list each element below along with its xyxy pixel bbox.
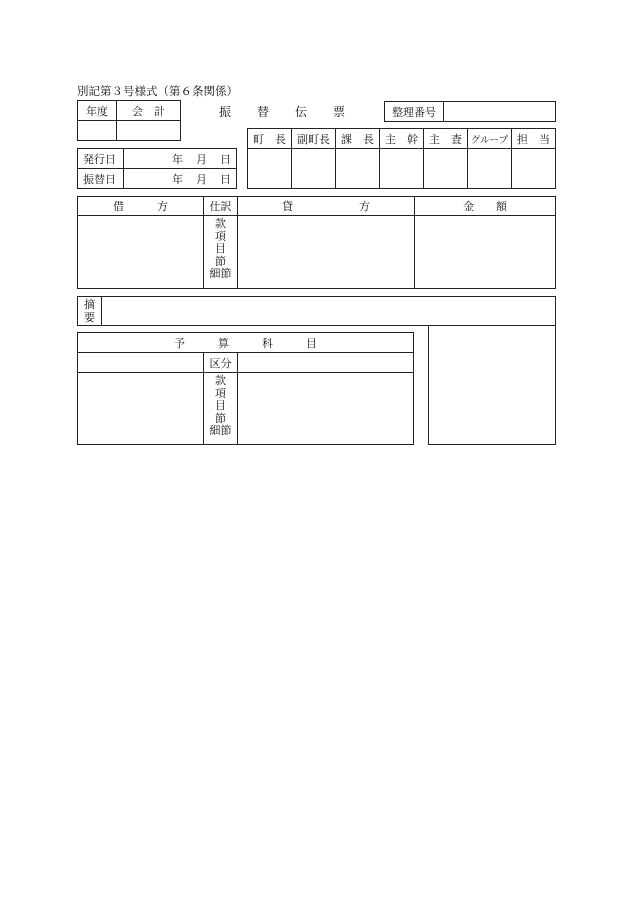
transfer-date-row <box>77 168 237 189</box>
approval-stamp-group[interactable] <box>467 148 512 189</box>
classification-kan: 款 <box>215 217 226 230</box>
budget-subject-field[interactable] <box>77 372 204 445</box>
division-label-cell <box>203 352 238 373</box>
classification-kou: 項 <box>215 229 226 243</box>
year-value-field[interactable] <box>77 120 117 141</box>
classification-setsu: 節 <box>215 254 226 268</box>
issue-date-label: 発行日 <box>83 153 116 166</box>
year-account-box <box>77 100 181 141</box>
budget-detail-field[interactable] <box>237 372 414 445</box>
month-unit: 月 <box>196 153 207 166</box>
classification-saisetsu: 細節 <box>209 424 232 437</box>
day-unit: 日 <box>220 153 231 166</box>
approval-stamp-chief[interactable] <box>379 148 424 189</box>
journal-header: 仕訳 <box>203 196 238 216</box>
debit-header: 借 方 <box>77 196 204 216</box>
summary-field[interactable] <box>101 296 556 326</box>
amount-header: 金 額 <box>414 196 556 216</box>
approval-header-group: グループ <box>467 128 512 149</box>
amount-field[interactable] <box>414 215 556 289</box>
classification-kan: 款 <box>215 374 226 387</box>
entry-table <box>77 196 556 289</box>
summary-row <box>77 296 556 326</box>
dates-box <box>77 148 237 189</box>
day-unit: 日 <box>220 173 231 186</box>
summary-label-cell <box>77 296 102 326</box>
approval-table <box>247 128 556 189</box>
approval-stamp-deputy-mayor[interactable] <box>291 148 336 189</box>
year-unit: 年 <box>172 173 183 186</box>
approval-header-section-chief: 課 長 <box>335 128 380 149</box>
approval-header-staff: 担 当 <box>511 128 556 149</box>
approval-header-mayor: 町 長 <box>247 128 292 149</box>
year-label: 年度 <box>86 104 108 118</box>
month-unit: 月 <box>196 173 207 186</box>
control-number-label-cell <box>384 101 444 122</box>
approval-header-deputy-mayor: 副町長 <box>291 128 336 149</box>
summary-label-char: 要 <box>84 310 95 324</box>
control-number-field[interactable] <box>443 101 556 122</box>
year-label-cell <box>77 100 117 121</box>
year-unit: 年 <box>172 153 183 166</box>
approval-stamp-section-chief[interactable] <box>335 148 380 189</box>
control-number-box <box>384 101 556 122</box>
approval-stamp-inspector[interactable] <box>423 148 468 189</box>
budget-division-value-right[interactable] <box>237 352 414 373</box>
approval-header-inspector: 主 査 <box>423 128 468 149</box>
form-title <box>219 103 345 117</box>
transfer-date-label: 振替日 <box>83 173 116 186</box>
classification-saisetsu: 細節 <box>209 267 232 280</box>
account-value-field[interactable] <box>116 120 181 141</box>
credit-field[interactable] <box>237 215 415 289</box>
classification-setsu: 節 <box>215 411 226 425</box>
control-number-label: 整理番号 <box>392 105 436 119</box>
budget-table <box>77 332 414 445</box>
approval-stamp-mayor[interactable] <box>247 148 292 189</box>
title-char: 替 <box>256 105 269 119</box>
budget-title: 予 算 科 目 <box>174 336 317 350</box>
classification-kou: 項 <box>215 386 226 400</box>
budget-division-value-left[interactable] <box>77 352 204 373</box>
division-label: 区分 <box>209 356 232 370</box>
remarks-box[interactable] <box>428 326 556 445</box>
title-char: 伝 <box>294 105 307 119</box>
form-note: 別記第３号様式（第６条関係） <box>77 84 238 98</box>
account-label-cell <box>116 100 181 121</box>
debit-field[interactable] <box>77 215 204 289</box>
budget-title-cell <box>77 332 414 353</box>
classification-moku: 目 <box>215 399 226 412</box>
approval-header-chief: 主 幹 <box>379 128 424 149</box>
credit-header: 貸 方 <box>237 196 415 216</box>
title-char: 振 <box>219 105 232 119</box>
budget-classification-cell <box>203 372 238 445</box>
classification-moku: 目 <box>215 242 226 255</box>
summary-label-char: 摘 <box>84 298 95 311</box>
account-label: 会 計 <box>132 104 165 118</box>
issue-date-row <box>77 148 237 169</box>
title-char: 票 <box>332 105 345 119</box>
approval-stamp-staff[interactable] <box>511 148 556 189</box>
journal-classification-cell <box>203 215 238 289</box>
